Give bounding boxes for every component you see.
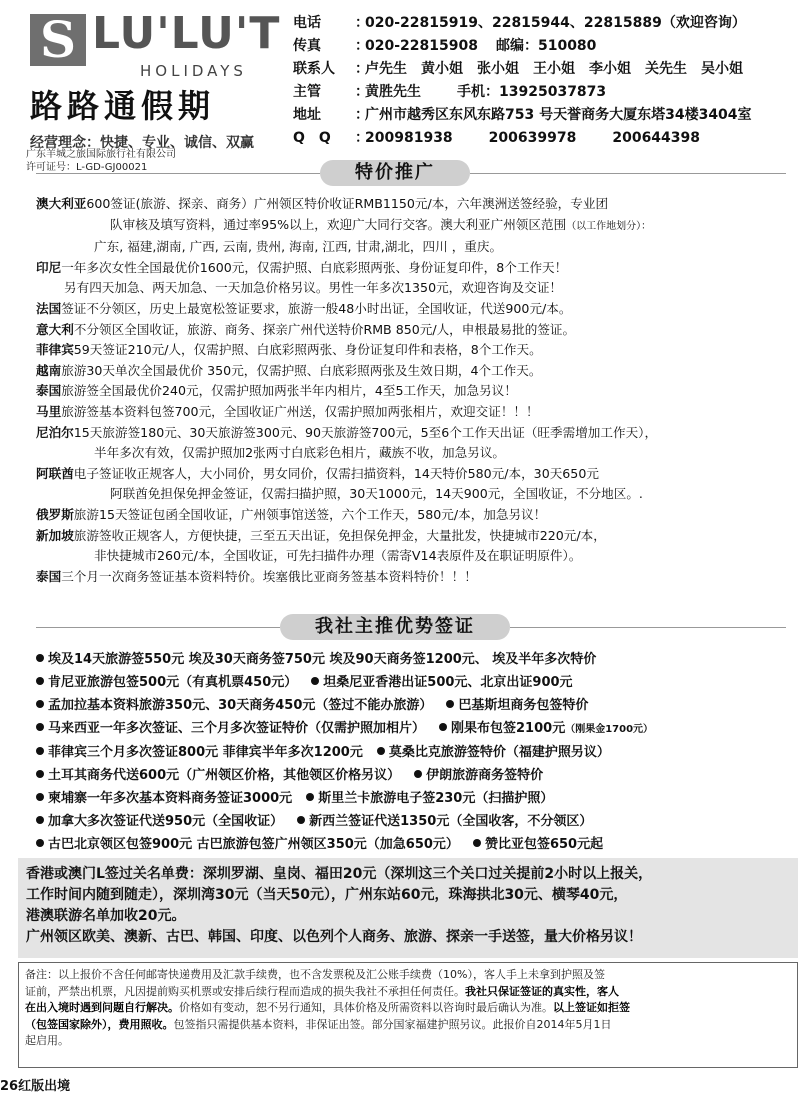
promo-text: 旅游30天单次全国最优价 350元，仅需护照、白底彩照两张及生效日期，4个工作天。	[61, 362, 542, 378]
list-item	[36, 258, 786, 279]
company-info	[26, 148, 176, 174]
brand-chinese: 路路通假期	[30, 87, 216, 125]
list-item	[36, 464, 786, 485]
country-name: 俄罗斯	[36, 506, 74, 522]
notes-box	[18, 962, 798, 1068]
visa-item: 坦桑尼亚香港出证500元、北京出证900元	[323, 675, 573, 690]
contact-manager-row: 主管 ： 黄胜先生 手机：13925037873	[293, 81, 798, 104]
divider	[510, 627, 786, 628]
list-item	[36, 299, 786, 320]
logo	[22, 8, 281, 158]
mobile-label: 手机：	[457, 84, 499, 100]
contact-block	[293, 12, 798, 150]
promo-text: 一年多次女性全国最优价1600元，仅需护照、白底彩照两张、身份证复印件，8个工作天！	[61, 259, 568, 275]
note-emphasis: 在出入境时遇到问题自行解决。	[25, 1001, 179, 1015]
visa-item: 伊朗旅游商务签特价	[426, 768, 544, 783]
list-item	[36, 717, 796, 741]
list-item	[36, 648, 796, 671]
page-footer: 26红版出境	[0, 1079, 71, 1094]
list-item	[36, 215, 786, 238]
section-title-featured-visas: 我社主推优势签证	[280, 614, 510, 640]
bullet-icon	[36, 839, 44, 847]
bullet-icon	[36, 723, 44, 731]
visa-item: 马来西亚一年多次签证、三个月多次签证特价（仅需护照加相片）	[48, 721, 426, 736]
qq-2: 200639978	[488, 130, 577, 146]
promo-text: 不分领区全国收证，旅游、商务、探亲广州代送特价RMB 850元/人，申根最易批的签证。	[73, 321, 576, 337]
country-name: 泰国	[36, 568, 62, 584]
note-line	[25, 1000, 791, 1017]
list-item	[36, 694, 796, 717]
contact-fax-row: 传真 ： 020-22815908 邮编：510080	[293, 35, 798, 58]
hk-line: 港澳联游名单加收20元。	[26, 908, 186, 924]
promo-text: 非快捷城市260元/本，全国收证，可先扫描件办理（需寄V14表原件及在职证明原件）。	[94, 548, 582, 564]
license-number: 许可证号：L-GD-GJ00021	[26, 162, 148, 173]
contacts-value: 卢先生 黄小姐 张小姐 王小姐 李小姐 关先生 吴小姐	[365, 61, 743, 77]
list-item	[36, 194, 786, 215]
divider	[36, 627, 280, 628]
promo-text: 队审核及填写资料，通过率95%以上，欢迎广大同行交客。澳大利亚广州领区范围	[110, 216, 567, 232]
country-name: 新加坡	[36, 527, 74, 543]
hk-macau-box	[18, 858, 798, 958]
motto: 经营理念：快捷、专业、诚信、双赢	[30, 135, 254, 151]
visa-item: 菲律宾三个月多次签证800元 菲律宾半年多次1200元	[48, 745, 363, 760]
promo-text: 广东, 福建,湖南, 广西, 云南, 贵州, 海南, 江西, 甘肃,湖北，四川 ，重庆。	[94, 239, 503, 255]
logo-mark: S	[30, 14, 86, 66]
visa-item: 加拿大多次签证代送950元（全国收证）	[48, 814, 284, 829]
brand-holidays: HOLIDAYS	[140, 62, 247, 80]
promo-text: 电子签证收正规客人，大小同价，男女同价，仅需扫描资料，14天特价580元/本，30天650元	[73, 465, 599, 481]
country-name: 菲律宾	[36, 342, 74, 358]
note-text: 包签指只需提供基本资料，非保证出签。部分国家福建护照另议。此报价自2014年5月1日	[173, 1017, 612, 1031]
visa-item: 古巴北京领区包签900元 古巴旅游包签广州领区350元（加急650元）	[48, 837, 459, 852]
list-item	[36, 671, 796, 694]
bullet-icon	[36, 770, 44, 778]
address-label: 地址	[293, 107, 321, 123]
company-name: 广东羊城之旅国际旅行社有限公司	[26, 149, 176, 160]
promo-text: 旅游15天签证包函全国收证，广州领事馆送签，六个工作天，580元/本，加急另议！	[73, 506, 547, 522]
country-name: 马里	[36, 403, 62, 419]
visa-item: 土耳其商务代送600元（广州领区价格，其他领区价格另议）	[48, 768, 401, 783]
list-item	[36, 381, 786, 402]
bullet-icon	[439, 723, 447, 731]
section-title-promotions: 特价推广	[320, 160, 470, 186]
country-name: 意大利	[36, 321, 74, 337]
manager-value: 黄胜先生	[365, 84, 421, 100]
contact-people-row: 联系人 ： 卢先生 黄小姐 张小姐 王小姐 李小姐 关先生 吴小姐	[293, 58, 798, 81]
postcode-label: 邮编：	[495, 38, 538, 54]
list-item	[36, 402, 786, 423]
note-line	[25, 984, 791, 1001]
divider	[470, 173, 786, 174]
list-item	[36, 546, 786, 567]
list-item	[36, 810, 796, 833]
visa-item: 孟加拉基本资料旅游350元、30天商务450元（签过不能办旅游）	[48, 698, 433, 713]
list-item	[36, 764, 796, 787]
list-item	[36, 526, 786, 547]
list-item	[36, 320, 786, 341]
promo-text: 签证不分领区，历史上最宽松签证要求，旅游一般48小时出证，全国收证，代送900元/本。	[61, 300, 572, 316]
postcode-value: 510080	[537, 38, 597, 54]
bullet-icon	[414, 770, 422, 778]
country-name: 尼泊尔	[36, 424, 74, 440]
qq-3: 200644398	[612, 130, 701, 146]
visa-item: 埃及14天旅游签550元 埃及30天商务签750元 埃及90天商务签1200元、 埃及半年多次特价	[48, 652, 597, 667]
visa-item: 新西兰签证代送1350元（全国收客，不分领区）	[309, 814, 593, 829]
mobile-value: 13925037873	[499, 84, 607, 100]
fax-value: 020-22815908	[365, 38, 478, 54]
promo-list	[36, 194, 786, 587]
bullet-icon	[473, 839, 481, 847]
visa-item: 莫桑比克旅游签特价（福建护照另议）	[388, 745, 610, 760]
qq-1: 200981938	[365, 130, 453, 146]
promo-text: 另有四天加急、两天加急、一天加急价格另议。男性一年多次1350元，欢迎咨询及交证！	[64, 280, 563, 296]
visa-note: （刚果金1700元）	[565, 724, 654, 735]
divider	[36, 173, 320, 174]
note-text: 证前，严禁出机票，凡因提前购买机票或安排后续行程而造成的损失我社不承担任何责任。	[25, 984, 465, 998]
promo-text: 旅游签全国最优价240元，仅需护照加两张半年内相片，4至5工作天，加急另议！	[61, 383, 517, 399]
visa-item: 斯里兰卡旅游电子签230元（扫描护照）	[318, 791, 554, 806]
list-item	[36, 505, 786, 526]
hk-line: 广州领区欧美、澳新、古巴、韩国、印度、以色列个人商务、旅游、探亲一手送签，量大价格另议！	[26, 929, 642, 945]
address-value: 广州市越秀区东风东路753 号天誉商务大厦东塔34楼3404室	[365, 107, 752, 123]
promo-text: 三个月一次商务签证基本资料特价。埃塞俄比亚商务签基本资料特价！！！	[61, 568, 477, 584]
visa-item: 巴基斯坦商务包签特价	[458, 698, 589, 713]
promo-text: 59天签证210元/人，仅需护照、白底彩照两张、身份证复印件和表格，8个工作天。	[73, 342, 542, 358]
bullet-icon	[311, 677, 319, 685]
visa-item: 柬埔寨一年多次基本资料商务签证3000元	[48, 791, 293, 806]
brand-latin: LU'LU'T	[92, 8, 281, 59]
country-name: 印尼	[36, 259, 62, 275]
visa-item: 刚果布包签2100元	[451, 721, 566, 736]
bullet-icon	[36, 700, 44, 708]
note-text: 价格如有变动，恕不另行通知，具体价格及所需资料以咨询时最后确认为准。	[179, 1001, 553, 1015]
visa-bullet-list	[36, 648, 796, 856]
note-line	[25, 1017, 791, 1034]
bullet-icon	[36, 654, 44, 662]
phone-value: 020-22815919、22815944、22815889（欢迎咨询）	[365, 15, 746, 31]
promo-text: 半年多次有效，仅需护照加2张两寸白底彩色相片，藏族不收，加急另议。	[94, 445, 506, 461]
visa-item: 肯尼亚旅游包签500元（有真机票450元）	[48, 675, 298, 690]
bullet-icon	[36, 793, 44, 801]
bullet-icon	[446, 700, 454, 708]
country-name: 澳大利亚	[36, 196, 87, 211]
promo-note: （以工作地划分）：	[566, 220, 652, 232]
list-item	[36, 423, 786, 444]
visa-item: 赞比亚包签650元起	[484, 837, 604, 852]
contacts-label: 联系人	[293, 61, 335, 77]
country-name: 阿联酋	[36, 465, 74, 481]
bullet-icon	[36, 677, 44, 685]
list-item	[36, 787, 796, 810]
hk-line: 工作时间内随到随走），深圳湾30元（当天50元），广州东站60元，珠海拱北30元、横琴40元，	[26, 887, 628, 903]
promo-text: 旅游签基本资料包签700元，全国收证广州送，仅需护照加两张相片，欢迎交证！！！	[61, 403, 539, 419]
note-line: 起启用。	[25, 1034, 69, 1048]
bullet-icon	[36, 816, 44, 824]
bullet-icon	[377, 747, 385, 755]
contact-phone-row: 电话 ： 020-22815919、22815944、22815889（欢迎咨询）	[293, 12, 798, 35]
note-emphasis: （包签国家除外），费用照收。	[25, 1017, 174, 1031]
list-item	[36, 484, 786, 505]
hk-line: 香港或澳门L签过关名单费：深圳罗湖、皇岗、福田20元（深圳这三个关口过关提前2小时以上报关，	[26, 866, 653, 882]
contact-qq-row: Q Q ： 200981938 200639978 200644398	[293, 127, 798, 150]
manager-label: 主管	[293, 84, 321, 100]
country-name: 泰国	[36, 383, 62, 399]
bullet-icon	[306, 793, 314, 801]
note-emphasis: 我社只保证签证的真实性，客人	[465, 984, 619, 998]
phone-label: 电话	[293, 15, 321, 31]
list-item	[36, 278, 786, 299]
note-line: 备注：以上报价不含任何邮寄快递费用及汇款手续费，也不含发票税及汇公账手续费（10%），客人手上未拿到护照及签	[25, 968, 605, 981]
contact-address-row: 地址 ： 广州市越秀区东风东路753 号天誉商务大厦东塔34楼3404室	[293, 104, 798, 127]
promo-text: 15天旅游签180元、30天旅游签300元、90天旅游签700元，5至6个工作天出证（旺季需增加工作天），	[73, 424, 658, 440]
promo-text: 阿联酋免担保免押金签证，仅需扫描护照，30天1000元，14天900元，全国收证，不分地区。.	[110, 486, 643, 502]
country-name: 法国	[36, 300, 62, 316]
bullet-icon	[297, 816, 305, 824]
bullet-icon	[36, 747, 44, 755]
list-item	[36, 443, 786, 464]
promo-text: 600签证(旅游、探亲、商务）广州领区特价收证RMB1150元/本，六年澳洲送签经验，专业团	[86, 196, 609, 211]
fax-label: 传真	[293, 38, 321, 54]
list-item	[36, 237, 786, 258]
country-name: 越南	[36, 362, 62, 378]
list-item	[36, 567, 786, 588]
list-item	[36, 361, 786, 382]
list-item	[36, 741, 796, 764]
list-item	[36, 833, 796, 856]
qq-label: Q Q	[293, 130, 331, 146]
list-item	[36, 340, 786, 361]
promo-text: 旅游签收正规客人，方便快捷，三至五天出证，免担保免押金，大量批发，快捷城市220元/本，	[73, 527, 606, 543]
note-emphasis: 以上签证如拒签	[553, 1001, 630, 1015]
